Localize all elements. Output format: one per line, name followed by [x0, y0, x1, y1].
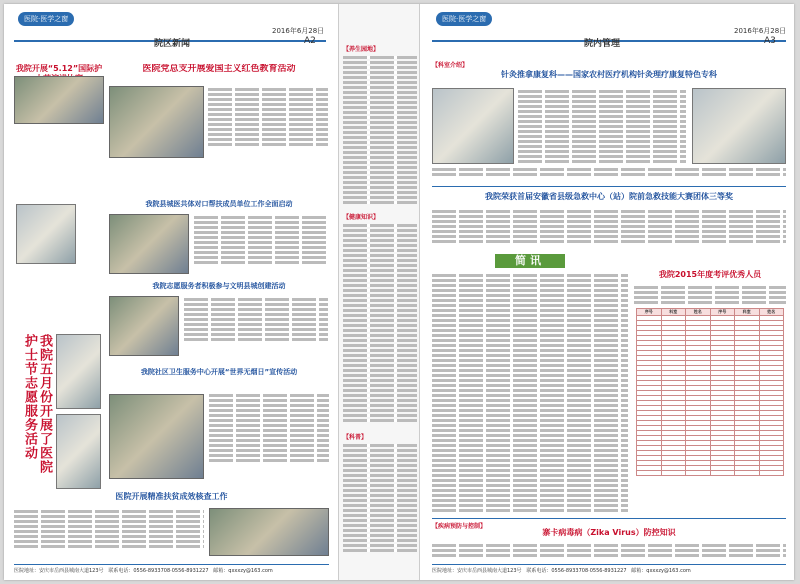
article-body	[432, 210, 786, 250]
article-photo	[109, 394, 204, 479]
article-photo	[56, 414, 101, 489]
page-number: A3	[764, 36, 776, 46]
article-body	[14, 510, 204, 556]
table-header: 序号	[710, 309, 735, 316]
article-title: 寨卡病毒病（Zika Virus）防控知识	[542, 528, 676, 537]
column-tag: 【科普】	[343, 434, 368, 441]
table-header: 科室	[735, 309, 760, 316]
article-photo	[209, 508, 329, 556]
article-photo	[692, 88, 786, 164]
table-header: 姓名	[759, 309, 784, 316]
table-cell	[759, 471, 784, 476]
article-body	[209, 394, 329, 479]
article-body	[634, 286, 786, 306]
vertical-headline: 我院五月份开展了医院护士节志愿服务活动	[22, 334, 52, 474]
footer-address: 医院地址：安庆市岳西县城南大道123号	[14, 568, 104, 574]
column-body	[343, 444, 417, 559]
table-cell	[735, 471, 760, 476]
table-cell	[686, 471, 711, 476]
page-a3	[424, 4, 794, 580]
footer-phone: 联系电话：0556-8933708·0556-8931227	[108, 568, 209, 574]
article-patriotic-education	[109, 64, 329, 84]
news-brief-header	[432, 254, 628, 270]
page-number: A2	[304, 36, 316, 46]
article-poverty-alleviation	[14, 492, 329, 506]
article-first-aid-award	[432, 192, 786, 206]
article-title: 我院社区卫生服务中心开展“世界无烟日”宣传活动	[140, 368, 298, 376]
column-body	[343, 56, 417, 206]
column-tag: 【养生园地】	[343, 46, 380, 53]
table-cell	[637, 471, 662, 476]
article-title: 医院党总支开展爱国主义红色教育活动	[142, 64, 296, 74]
column-body	[343, 224, 417, 424]
article-body	[432, 544, 786, 558]
outstanding-staff	[634, 270, 786, 284]
news-brief-label: 简讯	[495, 254, 565, 268]
article-title: 我院荣获首届安徽省县级急救中心（站）院前急救技能大赛团体三等奖	[485, 192, 733, 201]
article-medical-community	[109, 200, 329, 214]
table-cell	[661, 471, 686, 476]
footer-address: 医院地址：安庆市岳西县城南大道123号	[432, 568, 522, 574]
article-photo	[56, 334, 101, 409]
footer-email: 邮箱：qxxxzy@163.com	[213, 568, 273, 574]
article-body	[194, 216, 328, 276]
section-tag: 【疾病预防与控制】	[432, 523, 487, 530]
article-photo	[14, 76, 104, 124]
article-title: 我院志愿服务者积极参与文明县城创建活动	[152, 282, 286, 290]
staff-table	[636, 308, 784, 476]
article-photo	[109, 86, 204, 158]
table-header: 科室	[661, 309, 686, 316]
article-no-tobacco-day	[109, 368, 329, 390]
article-body	[208, 88, 328, 158]
news-brief-body	[432, 274, 628, 514]
article-body	[432, 168, 786, 182]
column-tag: 【健康知识】	[343, 214, 380, 221]
article-acupuncture-dept	[432, 70, 786, 84]
section-name: 院区新闻	[154, 39, 191, 49]
article-title: 我院2015年度考评优秀人员	[658, 270, 762, 279]
article-zika	[432, 528, 786, 542]
article-title: 我院开展“5.12”国际护	[15, 64, 103, 73]
issue-date: 2016年6月28日	[272, 27, 325, 35]
table-header: 姓名	[686, 309, 711, 316]
section-name: 院内管理	[584, 39, 621, 49]
table-header: 序号	[637, 309, 662, 316]
article-photo	[109, 296, 179, 356]
side-column	[338, 4, 420, 580]
article-body	[518, 90, 686, 166]
table-row	[637, 471, 784, 476]
article-photo	[432, 88, 514, 164]
page-footer	[432, 564, 786, 574]
footer-email: 邮箱：qxxxzy@163.com	[631, 568, 691, 574]
table-cell	[710, 471, 735, 476]
article-body	[184, 298, 328, 358]
article-photo	[16, 204, 76, 264]
divider	[432, 186, 786, 187]
newspaper-logo: 医院·医学之窗	[436, 12, 492, 26]
page-footer	[14, 564, 329, 574]
section-tag: 【科室介绍】	[432, 62, 469, 69]
page-a2	[4, 4, 334, 580]
article-title: 医院开展精准扶贫成效核查工作	[115, 492, 228, 501]
newspaper-spread	[4, 4, 794, 580]
article-photo	[109, 214, 189, 274]
article-title: 针灸推拿康复科——国家农村医疗机构针灸理疗康复特色专科	[501, 70, 717, 79]
article-title: 我院县城医共体对口帮扶成员单位工作全面启动	[145, 200, 293, 208]
newspaper-logo: 医院·医学之窗	[18, 12, 74, 26]
divider	[432, 518, 786, 519]
footer-phone: 联系电话：0556-8933708·0556-8931227	[526, 568, 627, 574]
article-volunteers	[109, 282, 329, 294]
issue-date: 2016年6月28日	[734, 27, 787, 35]
